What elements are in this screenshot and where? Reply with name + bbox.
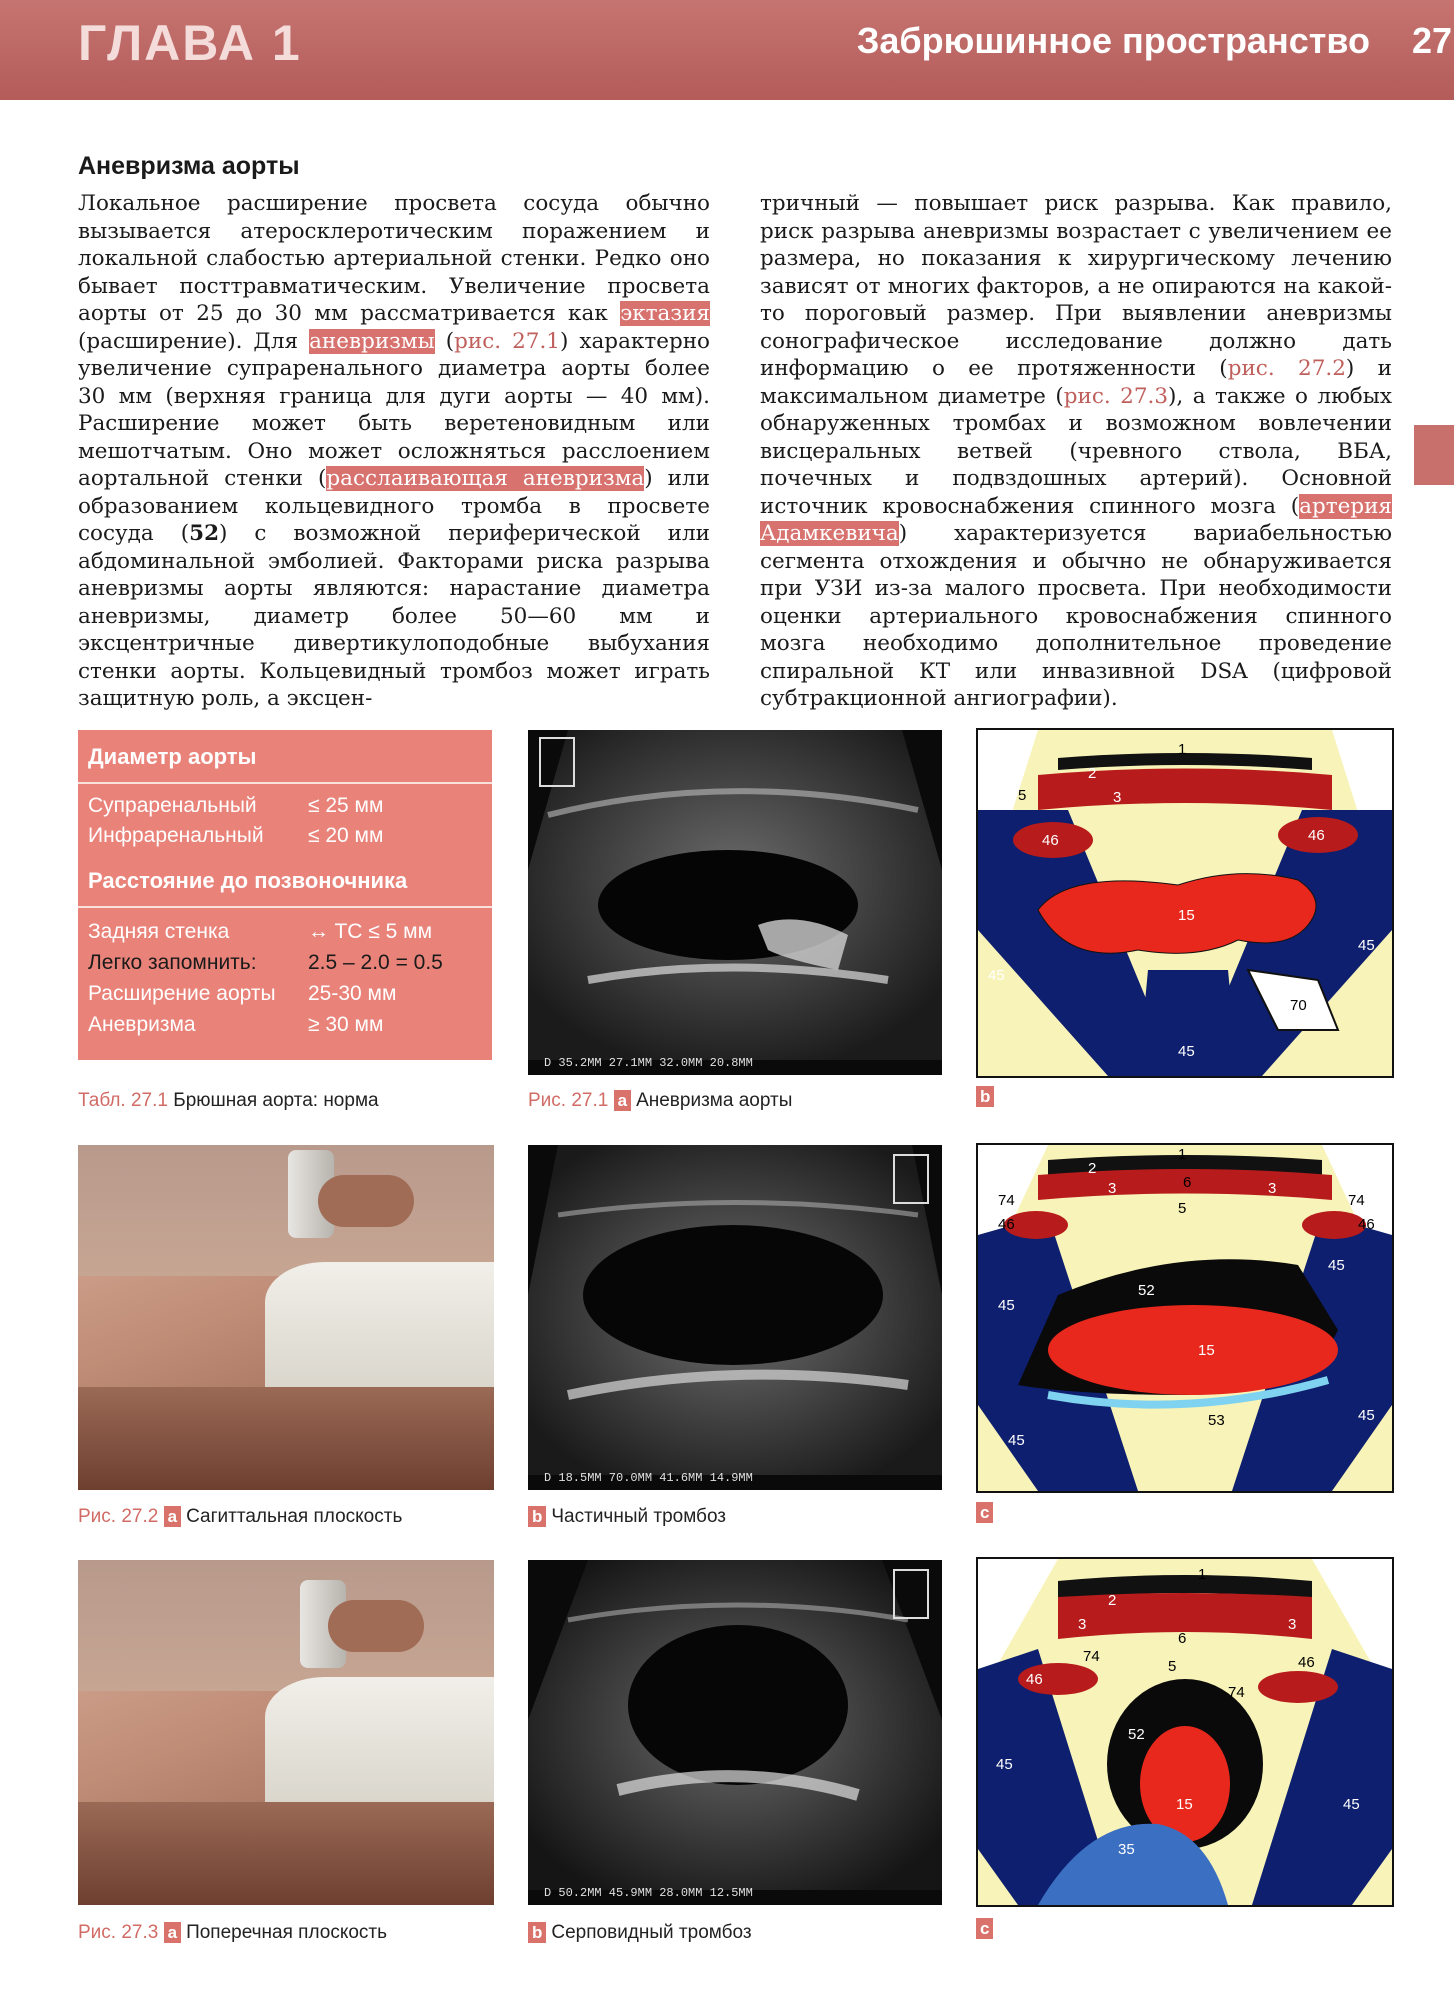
table-row-value: ≤ 20 мм <box>308 824 384 847</box>
table-row-label: Задняя стенка <box>88 920 230 943</box>
table-row-value: ≥ 30 мм <box>308 1013 384 1036</box>
caption-text: Брюшная аорта: норма <box>173 1090 379 1111</box>
diagram-label: 1 <box>1178 1146 1187 1163</box>
caption-text: Частичный тромбоз <box>551 1506 727 1527</box>
diagram-label: 45 <box>1178 1043 1195 1060</box>
photo-sagittal-probe <box>78 1145 494 1490</box>
text-segment: ) характеризуется вариабельностью сегмента отхождения и обычно не обнаруживается при УЗИ из-за малого просвета. При необходимости оценки артериального кровоснабжения спинного мозга необходимо дополнительное проведение спиральной КТ или инвазивной DSA (цифровой субтракционной ангиографии). <box>760 521 1392 711</box>
figure-reference: рис. 27.2 <box>1227 356 1346 381</box>
table-row-label: Легко запомнить: <box>88 951 257 974</box>
caption-letter-badge: b <box>976 1086 994 1107</box>
bold-number: 52 <box>189 521 220 546</box>
table-heading-diameter: Диаметр аорты <box>88 744 257 769</box>
caption-letter-badge: c <box>976 1502 993 1523</box>
aorta-norm-table <box>78 730 492 1060</box>
diagram-label: 2 <box>1088 1160 1097 1177</box>
diagram-label: 15 <box>1176 1796 1193 1813</box>
figure-caption <box>528 1090 792 1112</box>
table-row-value: 2.5 – 2.0 = 0.5 <box>308 951 443 974</box>
text-segment: ) характерно увеличение супраренального диаметра аорты более 30 мм (верхняя граница для дуги аорты — 40 мм). Расширение может быть веретеновидным или мешотчатым. Оно может осложняться расслоением аортальной стенки ( <box>78 328 710 491</box>
ultrasound-image-2 <box>528 1145 942 1490</box>
photo-skin <box>78 1802 494 1906</box>
schematic-diagram-2 <box>976 1143 1394 1493</box>
diagram-label: 5 <box>1178 1200 1187 1217</box>
schematic-diagram-1 <box>976 728 1394 1078</box>
diagram-label: 53 <box>1208 1412 1225 1429</box>
diagram-label: 45 <box>1358 1407 1375 1424</box>
table-row-label: Супраренальный <box>88 794 257 817</box>
ultrasound-image-1 <box>528 730 942 1075</box>
caption-letter-badge: b <box>528 1922 546 1943</box>
measurement-readout: D 50.2MM 45.9MM 28.0MM 12.5MM <box>544 1886 753 1900</box>
caption-fig-number: Рис. 27.2 <box>78 1506 159 1527</box>
page-header <box>0 0 1454 100</box>
caption-letter-badge: a <box>164 1506 181 1527</box>
diagram-label: 5 <box>1018 787 1027 804</box>
diagram-label: 74 <box>1228 1684 1245 1701</box>
diagram-label: 46 <box>1308 827 1325 844</box>
caption-fig-number: Рис. 27.1 <box>528 1090 609 1111</box>
chapter-label: ГЛАВА 1 <box>78 15 302 71</box>
diagram-label: 6 <box>1178 1630 1187 1647</box>
text-segment: ) или образованием кольцевидного тромба в просвете сосуда ( <box>78 466 710 546</box>
caption-text: Серповидный тромбоз <box>551 1922 752 1943</box>
diagram-label: 3 <box>1108 1180 1117 1197</box>
photo-background <box>78 1560 494 1691</box>
photo-transverse-probe <box>78 1560 494 1905</box>
table-row-value: 25-30 мм <box>308 982 397 1005</box>
text-segment: ), а также о любых обнаруженных тромбах и возможном вовлечении висцеральных ветвей (чревного ствола, ВБА, почечных и подвздошных артерий). Основной источник кровоснабжения спинного мозга ( <box>760 383 1392 519</box>
figure-caption <box>976 1086 999 1108</box>
diagram-label: 15 <box>1198 1342 1215 1359</box>
photo-skin <box>78 1387 494 1491</box>
article-column-left <box>78 190 710 713</box>
figure-caption <box>78 1506 402 1528</box>
table-row-label: Расширение аорты <box>88 982 276 1005</box>
highlighted-term: эктазия <box>620 301 710 326</box>
ultrasound-image-3 <box>528 1560 942 1905</box>
diagram-label: 46 <box>1042 832 1059 849</box>
diagram-label: 3 <box>1288 1616 1297 1633</box>
caption-letter-badge: c <box>976 1918 993 1939</box>
diagram-label: 74 <box>1083 1648 1100 1665</box>
diagram-label: 45 <box>996 1756 1013 1773</box>
diagram-label: 45 <box>1328 1257 1345 1274</box>
chapter-side-tab <box>1414 425 1454 485</box>
hand-shape <box>318 1175 414 1227</box>
caption-fig-number: Табл. 27.1 <box>78 1090 168 1111</box>
hand-shape <box>328 1600 424 1652</box>
schematic-diagram-3 <box>976 1557 1394 1907</box>
table-row-label: Аневризма <box>88 1013 196 1036</box>
article-title: Аневризма аорты <box>78 152 300 180</box>
table-row-value: ↔ TC ≤ 5 мм <box>308 920 433 943</box>
figure-reference: рис. 27.1 <box>454 328 560 354</box>
diagram-label: 3 <box>1268 1180 1277 1197</box>
photo-background <box>78 1145 494 1276</box>
table-divider <box>78 782 492 784</box>
diagram-label: 52 <box>1138 1282 1155 1299</box>
figure-caption <box>528 1922 752 1944</box>
table-heading-spine-distance: Расстояние до позвоночника <box>88 868 408 893</box>
text-segment: ( <box>434 328 455 354</box>
diagram-label: 74 <box>1348 1192 1365 1209</box>
diagram-label: 45 <box>998 1297 1015 1314</box>
figure-caption <box>976 1918 998 1940</box>
caption-letter-badge: a <box>164 1922 181 1943</box>
table-row-label: Инфраренальный <box>88 824 264 847</box>
diagram-label: 2 <box>1108 1592 1117 1609</box>
caption-text: Поперечная плоскость <box>186 1922 388 1943</box>
diagram-label: 5 <box>1168 1658 1177 1675</box>
page-number: 27 <box>1411 20 1452 61</box>
diagram-label: 45 <box>1358 937 1375 954</box>
diagram-label: 2 <box>1088 765 1097 782</box>
diagram-label: 1 <box>1198 1566 1207 1583</box>
text-segment: ) и максимальном диаметре ( <box>760 356 1392 409</box>
diagram-label: 3 <box>1113 789 1122 806</box>
highlighted-term: артерия Адамкевича <box>760 493 1392 546</box>
figure-caption <box>528 1506 726 1528</box>
figure-reference: рис. 27.3 <box>1063 383 1169 409</box>
diagram-label: 46 <box>1026 1671 1043 1688</box>
diagram-label: 45 <box>1008 1432 1025 1449</box>
diagram-label: 52 <box>1128 1726 1145 1743</box>
text-segment: (расширение). Для <box>78 328 310 354</box>
diagram-label: 45 <box>1343 1796 1360 1813</box>
measurement-readout: D 18.5MM 70.0MM 41.6MM 14.9MM <box>544 1471 753 1485</box>
highlighted-term: аневризмы <box>309 328 435 354</box>
caption-fig-number: Рис. 27.3 <box>78 1922 159 1943</box>
diagram-label: 74 <box>998 1192 1015 1209</box>
diagram-label: 1 <box>1178 741 1187 758</box>
diagram-label: 35 <box>1118 1841 1135 1858</box>
photo-cloth <box>265 1677 494 1808</box>
caption-letter-badge: a <box>614 1090 631 1111</box>
table-divider <box>78 906 492 908</box>
caption-text: Аневризма аорты <box>636 1090 793 1111</box>
section-title: Забрюшинное пространство <box>856 20 1370 61</box>
photo-cloth <box>265 1262 494 1393</box>
text-segment: Локальное расширение просвета сосуда обычно вызывается атеросклеротическим поражением и локальной слабостью артериальной стенки. Редко оно бывает посттравматическим. Увеличение просвета аорты от 25 до 30 мм рассматривается как <box>78 191 710 326</box>
diagram-label: 3 <box>1078 1616 1087 1633</box>
text-segment: тричный — повышает риск разрыва. Как правило, риск разрыва аневризмы возрастает с увеличением ее размера, но показания к хирургическому лечению зависят от многих факторов, а не опираются на какой-то пороговый размер. При выявлении аневризмы сонографическое исследование должно дать информацию о ее протяженности ( <box>760 191 1392 381</box>
text-segment: ) с возможной периферической или абдоминальной эмболией. Факторами риска разрыва аневризмы аорты являются: нарастание диаметра аневризмы, диаметр более 50—60 мм и эксцентричные дивертикулоподобные выбухания стенки аорты. Кольцевидный тромбоз может играть защитную роль, а эксцен- <box>78 521 710 711</box>
measurement-readout: D 35.2MM 27.1MM 32.0MM 20.8MM <box>544 1056 753 1070</box>
table-caption <box>78 1090 379 1112</box>
diagram-label: 46 <box>1298 1654 1315 1671</box>
diagram-label: 46 <box>998 1216 1015 1233</box>
diagram-label: 45 <box>988 967 1005 984</box>
caption-text: Сагиттальная плоскость <box>186 1506 403 1527</box>
highlighted-term: расслаивающая аневризма <box>326 466 645 491</box>
caption-letter-badge: b <box>528 1506 546 1527</box>
diagram-label: 70 <box>1290 997 1307 1014</box>
table-row-value: ≤ 25 мм <box>308 794 384 817</box>
diagram-label: 15 <box>1178 907 1195 924</box>
diagram-label: 6 <box>1183 1174 1192 1191</box>
article-column-right <box>760 190 1392 713</box>
figure-caption <box>976 1502 998 1524</box>
figure-caption <box>78 1922 387 1944</box>
diagram-label: 46 <box>1358 1216 1375 1233</box>
